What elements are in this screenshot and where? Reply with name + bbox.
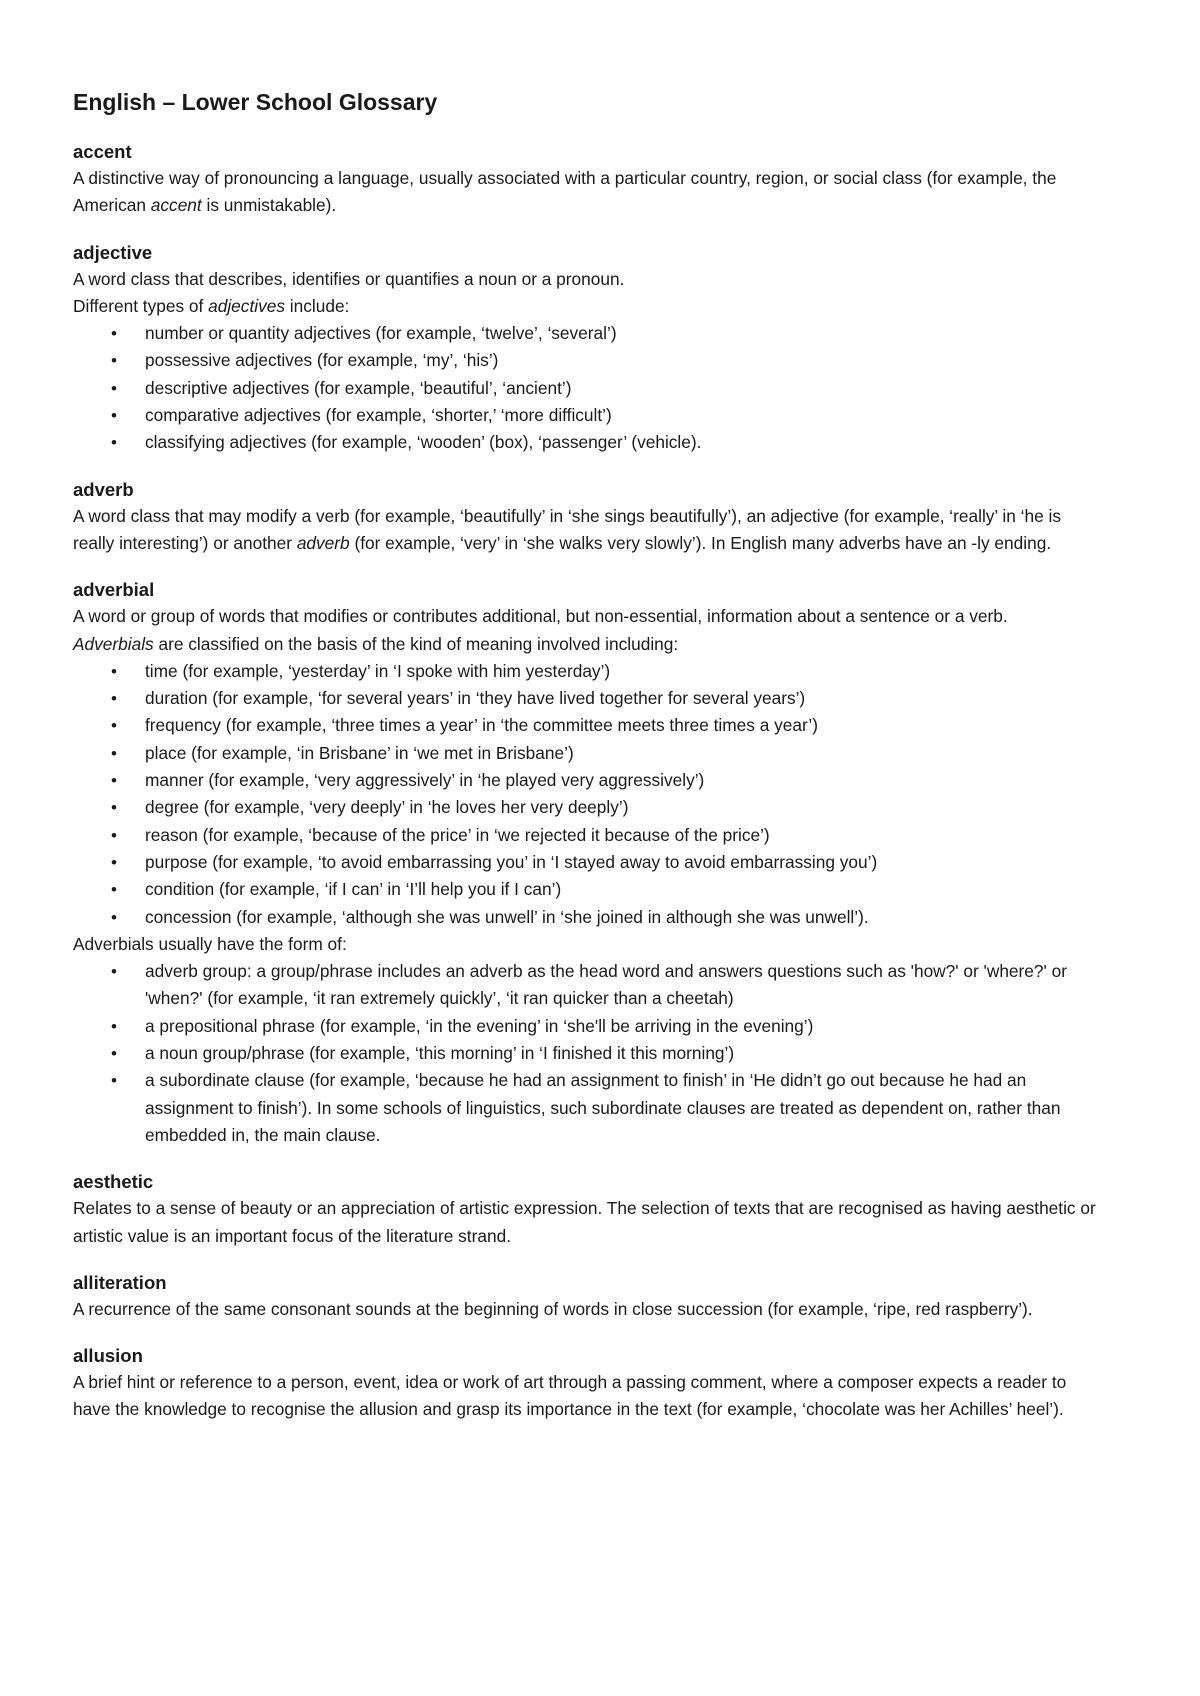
definition-emphasis: adverb bbox=[296, 532, 350, 553]
bullet-icon: • bbox=[111, 716, 117, 736]
term-heading: accent bbox=[73, 141, 132, 162]
definition-emphasis: adjectives bbox=[208, 295, 285, 316]
list-item-text: place (for example, ‘in Brisbane’ in ‘we met in Brisbane’) bbox=[145, 742, 574, 763]
list-item bbox=[73, 1013, 1100, 1040]
list-item-text: classifying adjectives (for example, ‘wooden’ (box), ‘passenger’ (vehicle). bbox=[145, 432, 702, 453]
list-item bbox=[73, 347, 1100, 374]
bullet-icon: • bbox=[111, 1071, 117, 1091]
glossary-entry-aesthetic bbox=[73, 1168, 1100, 1250]
list-item bbox=[73, 794, 1100, 821]
list-item bbox=[73, 849, 1100, 876]
list-item-text: reason (for example, ‘because of the price’ in ‘we rejected it because of the price’) bbox=[145, 824, 770, 845]
glossary-entry-allusion bbox=[73, 1342, 1100, 1424]
list-item-text: purpose (for example, ‘to avoid embarrassing you’ in ‘I stayed away to avoid embarrassing you’) bbox=[145, 851, 878, 872]
bullet-list bbox=[73, 958, 1100, 1149]
bullet-icon: • bbox=[111, 880, 117, 900]
list-item bbox=[73, 685, 1100, 712]
bullet-icon: • bbox=[111, 1044, 117, 1064]
list-item-text: adverb group: a group/phrase includes an adverb as the head word and answers questions such as 'how?' or 'where?' or 'when?' (for example, ‘it ran extremely quickly’, ‘it ran quicker than a cheetah) bbox=[145, 961, 1067, 1009]
definition-intro bbox=[73, 631, 1100, 658]
bullet-icon: • bbox=[111, 406, 117, 426]
list-item bbox=[73, 740, 1100, 767]
list-item-text: concession (for example, ‘although she was unwell’ in ‘she joined in although she was unwell’). bbox=[145, 906, 869, 927]
glossary-entry-adjective bbox=[73, 239, 1100, 457]
definition: A recurrence of the same consonant sounds at the beginning of words in close succession (for example, ‘ripe, red raspberry’). bbox=[73, 1298, 1033, 1319]
definition bbox=[73, 165, 1100, 220]
glossary-entry-adverbial bbox=[73, 576, 1100, 1149]
list-item-text: time (for example, ‘yesterday’ in ‘I spoke with him yesterday’) bbox=[145, 660, 611, 681]
list-item bbox=[73, 958, 1100, 1013]
bullet-icon: • bbox=[111, 825, 117, 845]
definition-text: are classified on the basis of the kind of meaning involved including: bbox=[153, 633, 679, 654]
term-heading: adverb bbox=[73, 478, 134, 500]
bullet-icon: • bbox=[111, 1016, 117, 1036]
definition-text: include: bbox=[284, 295, 350, 316]
definition: A word or group of words that modifies or contributes additional, but non-essential, information about a sentence or a verb. bbox=[73, 606, 1008, 627]
bullet-icon: • bbox=[111, 743, 117, 763]
term-heading: adjective bbox=[73, 241, 153, 263]
glossary-entry-adverb bbox=[73, 476, 1100, 558]
bullet-icon: • bbox=[111, 661, 117, 681]
definition-emphasis: accent bbox=[150, 195, 202, 216]
list-item-text: number or quantity adjectives (for example, ‘twelve’, ‘several’) bbox=[145, 323, 617, 344]
definition: A brief hint or reference to a person, event, idea or work of art through a passing comment, where a composer expects a reader to have the knowledge to recognise the allusion and grasp its importance in the text (for example, ‘chocolate was her Achilles’ heel’). bbox=[73, 1372, 1067, 1420]
definition-intro: Adverbials usually have the form of: bbox=[73, 933, 347, 954]
definition-intro bbox=[73, 293, 1100, 320]
definition-text: A word class that may modify a verb (for example, ‘beautifully’ in ‘she sings beautifully’), an adjective (for example, ‘really’ in ‘he is really interesting’) or another bbox=[73, 505, 1062, 553]
bullet-icon: • bbox=[111, 907, 117, 927]
bullet-icon: • bbox=[111, 771, 117, 791]
list-item bbox=[73, 712, 1100, 739]
term-heading: allusion bbox=[73, 1345, 143, 1367]
bullet-icon: • bbox=[111, 798, 117, 818]
bullet-icon: • bbox=[111, 433, 117, 453]
list-item-text: descriptive adjectives (for example, ‘beautiful’, ‘ancient’) bbox=[145, 377, 572, 398]
glossary-entry-alliteration bbox=[73, 1269, 1100, 1323]
bullet-list bbox=[73, 658, 1100, 931]
list-item bbox=[73, 320, 1100, 347]
bullet-icon: • bbox=[111, 324, 117, 344]
list-item bbox=[73, 767, 1100, 794]
list-item-text: comparative adjectives (for example, ‘shorter,’ ‘more difficult’) bbox=[145, 405, 612, 426]
list-item-text: a subordinate clause (for example, ‘because he had an assignment to finish’ in ‘He didn’t go out because he had an assignment to finish’). In some schools of linguistics, such subordinate clauses are treated as dependent on, rather than embedded in, the main clause. bbox=[145, 1070, 1061, 1145]
bullet-icon: • bbox=[111, 962, 117, 982]
page-title: English – Lower School Glossary bbox=[73, 89, 438, 115]
list-item-text: possessive adjectives (for example, ‘my’, ‘his’) bbox=[145, 350, 499, 371]
definition: Relates to a sense of beauty or an appreciation of artistic expression. The selection of texts that are recognised as having aesthetic or artistic value is an important focus of the literature strand. bbox=[73, 1198, 1096, 1246]
list-item bbox=[73, 904, 1100, 931]
list-item-text: a prepositional phrase (for example, ‘in the evening’ in ‘she'll be arriving in the evening’) bbox=[145, 1015, 814, 1036]
definition-emphasis: Adverbials bbox=[73, 633, 154, 654]
list-item bbox=[73, 1040, 1100, 1067]
list-item-text: condition (for example, ‘if I can’ in ‘I’ll help you if I can’) bbox=[145, 879, 562, 900]
bullet-icon: • bbox=[111, 351, 117, 371]
bullet-list bbox=[73, 320, 1100, 456]
definition-text: (for example, ‘very’ in ‘she walks very slowly’). In English many adverbs have an -ly ending. bbox=[349, 532, 1052, 553]
definition bbox=[73, 503, 1100, 558]
definition-text: A distinctive way of pronouncing a language, usually associated with a particular country, region, or social class (for example, the American bbox=[73, 168, 1057, 216]
definition-text: Different types of bbox=[73, 295, 209, 316]
list-item bbox=[73, 429, 1100, 456]
list-item bbox=[73, 1067, 1100, 1149]
term-heading: aesthetic bbox=[73, 1171, 154, 1193]
definition: A word class that describes, identifies or quantifies a noun or a pronoun. bbox=[73, 268, 625, 289]
list-item bbox=[73, 402, 1100, 429]
list-item-text: a noun group/phrase (for example, ‘this morning’ in ‘I finished it this morning’) bbox=[145, 1043, 735, 1064]
term-heading: alliteration bbox=[73, 1271, 167, 1293]
term-heading: adverbial bbox=[73, 579, 155, 601]
list-item bbox=[73, 658, 1100, 685]
bullet-icon: • bbox=[111, 689, 117, 709]
list-item-text: duration (for example, ‘for several years’ in ‘they have lived together for several years’) bbox=[145, 688, 806, 709]
list-item-text: degree (for example, ‘very deeply’ in ‘he loves her very deeply’) bbox=[145, 797, 629, 818]
bullet-icon: • bbox=[111, 378, 117, 398]
glossary-entry-accent bbox=[73, 138, 1100, 220]
definition-text: is unmistakable). bbox=[201, 195, 337, 216]
bullet-icon: • bbox=[111, 852, 117, 872]
list-item bbox=[73, 876, 1100, 903]
list-item-text: frequency (for example, ‘three times a year’ in ‘the committee meets three times a year’) bbox=[145, 715, 818, 736]
list-item bbox=[73, 375, 1100, 402]
list-item-text: manner (for example, ‘very aggressively’ in ‘he played very aggressively’) bbox=[145, 770, 705, 791]
list-item bbox=[73, 822, 1100, 849]
